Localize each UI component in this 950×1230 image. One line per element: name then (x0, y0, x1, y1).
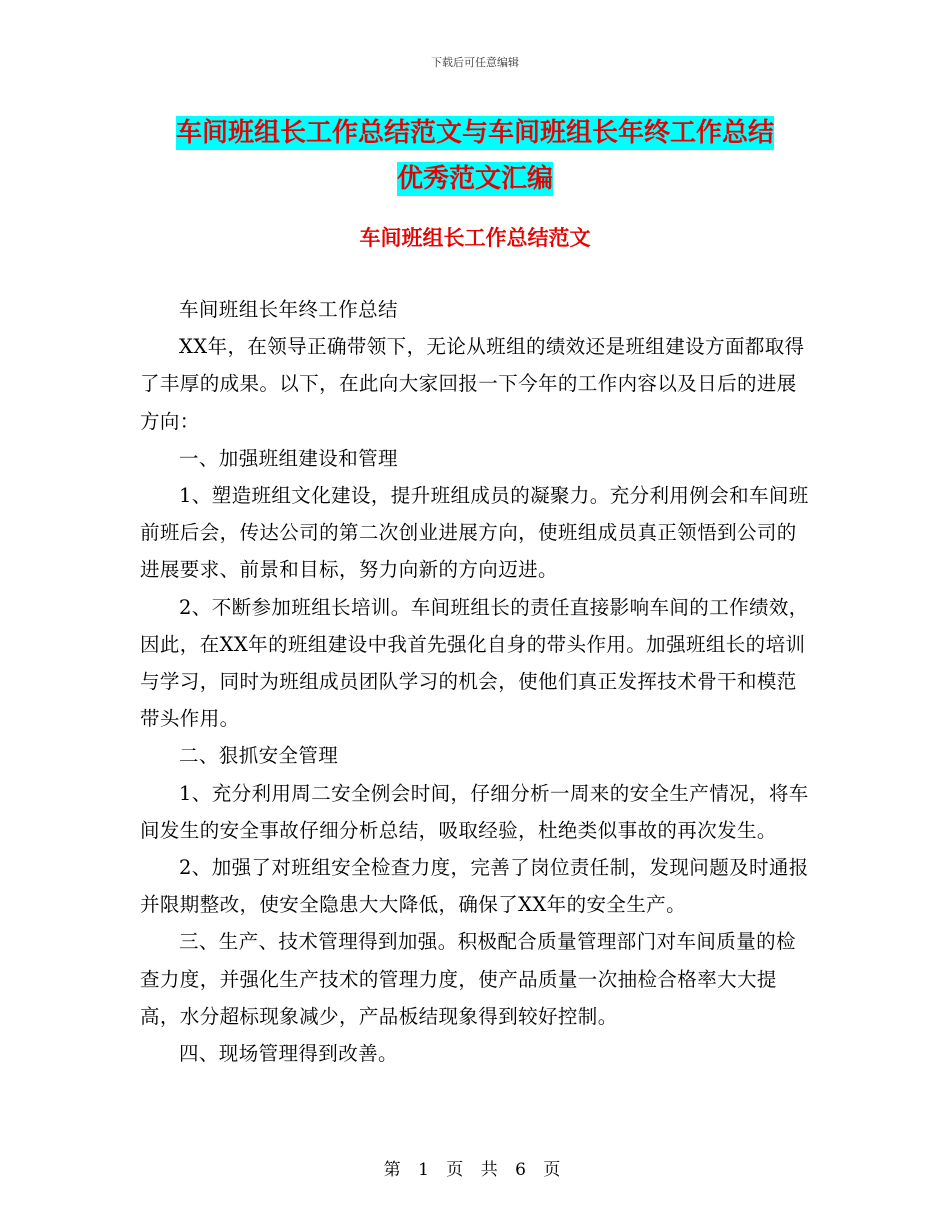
document-title-line-1: 车间班组长工作总结范文与车间班组长年终工作总结 (175, 118, 774, 148)
paragraph: 二、狠抓安全管理 (179, 744, 339, 768)
header-note: 下载后可任意编辑 (431, 56, 519, 69)
paragraph: 1、塑造班组文化建设，提升班组成员的凝聚力。充分利用例会和车间班前班后会，传达公司的第二次创业进展方向，使班组成员真正领悟到公司的进展要求、前景和目标，努力向新的方向迈进。 (140, 484, 809, 582)
paragraph: 一、加强班组建设和管理 (179, 446, 398, 470)
page-footer: 第 1 页 共 6 页 (383, 1160, 567, 1180)
paragraph: XX年，在领导正确带领下，无论从班组的绩效还是班组建设方面都取得了丰厚的成果。以下，在此向大家回报一下今年的工作内容以及日后的进展方向： (140, 335, 805, 433)
paragraph: 2、不断参加班组长培训。车间班组长的责任直接影响车间的工作绩效，因此，在XX年的班组建设中我首先强化自身的带头作用。加强班组长的培训与学习，同时为班组成员团队学习的机会，使他们真正发挥技术骨干和模范带头作用。 (140, 595, 809, 731)
document-title-line-2: 优秀范文汇编 (396, 164, 553, 194)
document-body (140, 291, 812, 1072)
paragraph: 1、充分利用周二安全例会时间，仔细分析一周来的安全生产情况，将车间发生的安全事故仔细分析总结，吸取经验，杜绝类似事故的再次发生。 (140, 781, 809, 842)
section-title: 车间班组长工作总结范文 (359, 226, 591, 250)
paragraph: 2、加强了对班组安全检查力度，完善了岗位责任制，发现问题及时通报并限期整改，使安全隐患大大降低，确保了XX年的安全生产。 (140, 856, 809, 917)
paragraph: 四、现场管理得到改善。 (179, 1042, 398, 1066)
paragraph: 车间班组长年终工作总结 (179, 298, 398, 321)
paragraph: 三、生产、技术管理得到加强。积极配合质量管理部门对车间质量的检查力度，并强化生产技术的管理力度，使产品质量一次抽检合格率大大提高，水分超标现象减少，产品板结现象得到较好控制。 (140, 930, 796, 1028)
document-title (0, 110, 950, 202)
